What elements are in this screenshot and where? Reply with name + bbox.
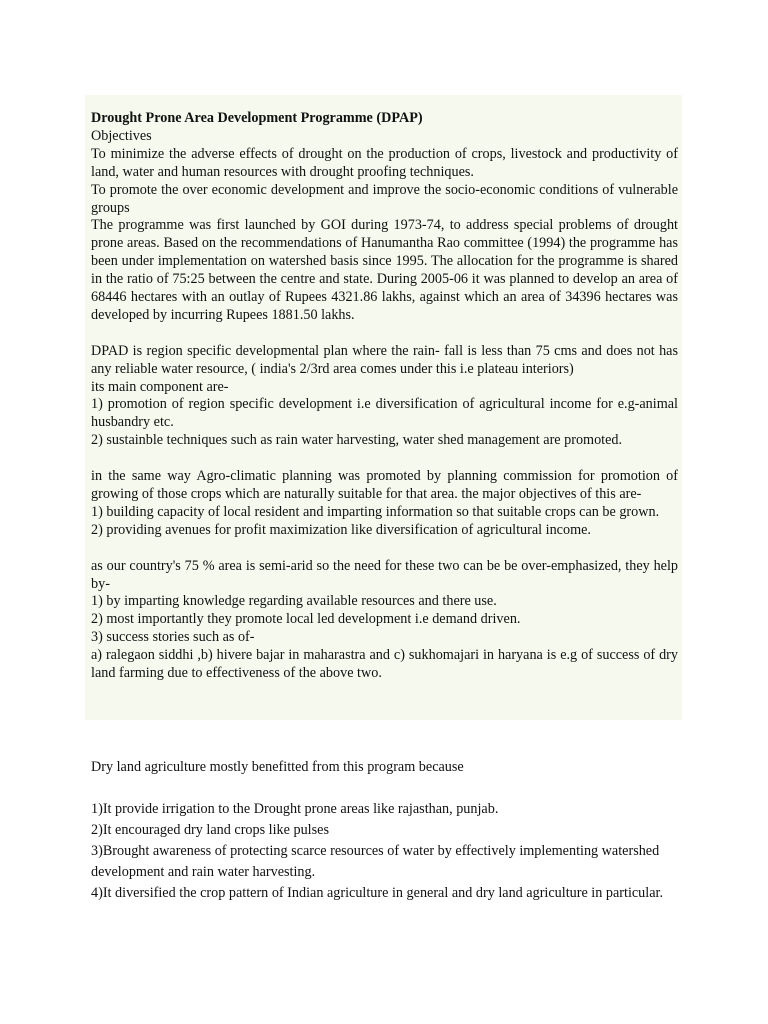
objective-paragraph-1: To minimize the adverse effects of drought on the production of crops, livestock and productivity of land, water and human resources with drought proofing techniques. — [91, 145, 678, 180]
objective-paragraph-2: To promote the over economic development and improve the socio-economic conditions of vulnerable groups — [91, 181, 678, 216]
dryland-section — [91, 757, 678, 904]
component-heading: its main component are- — [91, 378, 229, 395]
document-body — [91, 110, 678, 683]
paragraph-gap — [91, 450, 678, 468]
dpad-intro-paragraph: DPAD is region specific developmental plan where the rain- fall is less than 75 cms and does not has any reliable water resource, ( india's 2/3rd area comes under this i.e plateau interiors) — [91, 342, 678, 377]
paragraph-gap — [91, 325, 678, 343]
semiarid-intro-paragraph: as our country's 75 % area is semi-arid so the need for these two can be be over-emphasized, they help by- — [91, 557, 678, 592]
dryland-intro: Dry land agriculture mostly benefitted from this program because — [91, 759, 464, 775]
help-item-1: 1) by imparting knowledge regarding available resources and there use. — [91, 593, 497, 610]
agro-intro-paragraph: in the same way Agro-climatic planning was promoted by planning commission for promotion of growing of those crops which are naturally suitable for that area. the major objectives of this are- — [91, 468, 678, 502]
dryland-reason-2: 2)It encouraged dry land crops like pulses — [91, 822, 329, 838]
document-title: Drought Prone Area Development Programme (DPAP) — [91, 110, 423, 126]
history-paragraph: The programme was first launched by GOI during 1973-74, to address special problems of drought prone areas. Based on the recommendations of Hanumantha Rao committee (1994) the programme has been under implementation on watershed basis since 1995. The allocation for the programme is shared in the ratio of 75:25 between the centre and state. During 2005-06 it was planned to develop an area of 68446 hectares with an outlay of Rupees 4321.86 lakhs, against which an area of 34396 hectares was developed by incurring Rupees 1881.50 lakhs. — [91, 217, 678, 323]
objectives-heading: Objectives — [91, 127, 152, 144]
dryland-reason-3: 3)Brought awareness of protecting scarce resources of water by effectively implementing watershed development and rain water harvesting. — [91, 843, 660, 880]
agro-objective-1: 1) building capacity of local resident and imparting information so that suitable crops can be grown. — [91, 503, 660, 520]
paragraph-gap — [91, 778, 678, 799]
paragraph-gap — [91, 540, 678, 558]
dryland-reason-1: 1)It provide irrigation to the Drought prone areas like rajasthan, punjab. — [91, 801, 499, 817]
component-item-1: 1) promotion of region specific development i.e diversification of agricultural income for e.g-animal husbandry etc. — [91, 396, 678, 431]
success-stories-paragraph: a) ralegaon siddhi ,b) hivere bajar in maharastra and c) sukhomajari in haryana is e.g of success of dry land farming due to effectiveness of the above two. — [91, 647, 678, 682]
help-item-2: 2) most importantly they promote local led development i.e demand driven. — [91, 611, 521, 628]
dryland-reason-4: 4)It diversified the crop pattern of Indian agriculture in general and dry land agriculture in particular. — [91, 885, 664, 901]
agro-objective-2: 2) providing avenues for profit maximization like diversification of agricultural income. — [91, 521, 591, 538]
component-item-2: 2) sustainble techniques such as rain water harvesting, water shed management are promoted. — [91, 432, 623, 449]
help-item-3: 3) success stories such as of- — [91, 629, 255, 646]
